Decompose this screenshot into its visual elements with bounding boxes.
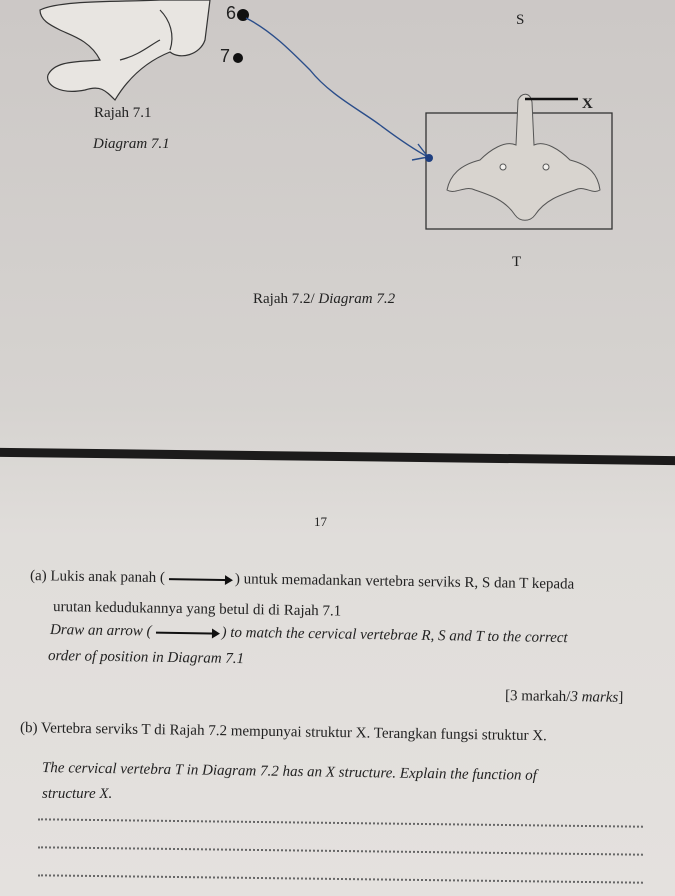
label-t: T [512, 254, 522, 270]
text: ] [618, 689, 624, 706]
question-a-en-line2: order of position in Diagram 7.1 [47, 648, 245, 668]
question-a-en [50, 622, 568, 647]
marks [505, 688, 624, 707]
point-7-dot [233, 53, 243, 63]
question-b-en-line1: The cervical vertebra T in Diagram 7.2 has an X structure. Explain the function of [41, 760, 538, 784]
question-a-ms-line2: urutan kedudukannya yang betul di di Rajah 7.1 [52, 599, 342, 620]
point-6-label: 6 [226, 3, 237, 23]
cervical-spine-drawing [40, 0, 210, 100]
caption-ms: Rajah 7.2/ [253, 291, 315, 307]
answer-line[interactable] [38, 818, 643, 827]
question-b-ms: (b) Vertebra serviks T di Rajah 7.2 mempunyai struktur X. Terangkan fungsi struktur X. [19, 720, 547, 745]
label-s: S [516, 12, 525, 28]
text: 3 marks [570, 689, 619, 706]
caption-rajah-7-1: Rajah 7.1 [94, 105, 152, 121]
answer-line[interactable] [38, 874, 643, 883]
text: Draw an arrow ( [49, 622, 152, 640]
text: (a) Lukis anak panah ( [29, 568, 166, 587]
label-x: X [582, 96, 593, 112]
arrow-icon [169, 578, 231, 581]
question-b-en-line2: structure X. [42, 786, 113, 802]
point-7-label: 7 [220, 46, 231, 66]
text: [3 markah/ [504, 688, 571, 706]
caption-en: Diagram 7.2 [318, 291, 396, 307]
handwritten-arrow [246, 18, 428, 157]
answer-line[interactable] [38, 846, 643, 855]
caption-diagram-7-1: Diagram 7.1 [93, 136, 170, 152]
question-a-ms [30, 568, 575, 594]
arrow-icon [156, 631, 218, 634]
page-number: 17 [314, 514, 327, 529]
text: ) to match the cervical vertebrae R, S and T to the correct [221, 624, 568, 647]
caption-diagram-7-2 [253, 291, 395, 308]
text: ) untuk memadankan vertebra serviks R, S dan T kepada [234, 571, 575, 593]
